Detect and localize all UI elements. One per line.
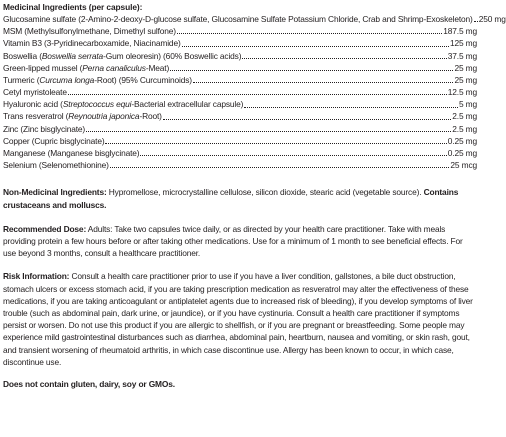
non-medicinal-text: Hypromellose, microcrystalline cellulose, silicon dioxide, stearic acid (vegetable source). <box>106 187 424 198</box>
risk-text: Consult a health care practitioner prior to use if you have a liver condition, gallstones, a bile duct obstruction, stomach ulcers or excess stomach acid, if you are taking prescription medication as resveratrol may alter the effectiveness of these medications, if you are taking anticoagulant or antiplatelet agents due to increased risk of bleeding), if you develop symptoms of liver trouble (such as abdominal pain, dark urine, or jaundice), or if you have cystinuria. Consult a health care practitioner if symptoms persist or worsen. Do not use this product if you are allergic to shellfish, or if you are pregnant or breastfeeding. Some people may experience mild gastrointestinal disturbances such as diarrhea, abdominal pain, heartburn, nausea and vomiting, or skin rash, gout, and transient worsening of rheumatoid arthritis, in which case discontinue use. Allergy has been known to occur, in which case, discontinue use. <box>3 271 473 367</box>
ingredient-name: Vitamin B3 (3-Pyridinecarboxamide, Niacinamide) <box>3 38 181 49</box>
recommended-dose <box>3 223 477 260</box>
ingredient-amount: 125 mg <box>449 38 477 49</box>
leader-dots <box>193 82 454 83</box>
ingredient-row <box>3 25 477 37</box>
ingredient-row <box>3 74 477 86</box>
ingredient-amount: 250 mg <box>478 13 506 24</box>
ingredient-name: MSM (Methylsulfonylmethane, Dimethyl sulfone) <box>3 26 176 37</box>
leader-dots <box>140 155 446 156</box>
ingredient-amount: 25 mg <box>454 74 477 85</box>
medicinal-ingredients-heading: Medicinal Ingredients (per capsule): <box>3 2 143 12</box>
ingredient-amount: 0.25 mg <box>447 148 477 159</box>
leader-dots <box>244 107 458 108</box>
ingredient-row <box>3 159 477 171</box>
free-from-statement: Does not contain gluten, dairy, soy or GMOs. <box>3 379 175 390</box>
leader-dots <box>86 131 451 132</box>
ingredient-name: Glucosamine sulfate (2-Amino-2-deoxy-D-glucose sulfate, Glucosamine Sulfate Potassium Chloride, Crab and Shrimp-Exoskeleton) <box>3 13 473 24</box>
allergen-statement: Contains crustaceans and molluscs. <box>3 187 459 210</box>
ingredient-row <box>3 86 477 98</box>
ingredient-name: Zinc (Zinc bisglycinate) <box>3 123 86 134</box>
ingredient-name: Cetyl myristoleate <box>3 87 67 98</box>
supplement-label <box>0 1 506 437</box>
leader-dots <box>105 143 446 144</box>
leader-dots <box>170 70 453 71</box>
ingredient-name: Manganese (Manganese bisglycinate) <box>3 148 140 159</box>
ingredient-row <box>3 123 477 135</box>
ingredient-amount: 12.5 mg <box>447 87 477 98</box>
ingredient-amount: 2.5 mg <box>452 111 477 122</box>
leader-dots <box>110 167 450 168</box>
ingredient-name: Selenium (Selenomethionine) <box>3 160 109 171</box>
ingredient-name: Turmeric (Curcuma longa-Root) (95% Curcuminoids) <box>3 74 192 85</box>
ingredient-list <box>3 13 506 171</box>
ingredient-row <box>3 147 477 159</box>
ingredient-row <box>3 13 506 25</box>
ingredient-row <box>3 50 477 62</box>
leader-dots <box>68 94 447 95</box>
ingredient-row <box>3 37 477 49</box>
ingredient-name: Trans resveratrol (Reynoutria japonica-Root) <box>3 111 162 122</box>
ingredient-amount: 25 mg <box>454 62 477 73</box>
ingredient-name: Boswellia (Boswellia serrata-Gum oleoresin) (60% Boswellic acids) <box>3 50 242 61</box>
leader-dots <box>474 21 478 22</box>
non-medicinal-ingredients <box>3 186 477 210</box>
ingredient-name: Green-lipped mussel (Perna canaliculus-Meat) <box>3 62 170 73</box>
leader-dots <box>182 46 449 47</box>
ingredient-amount: 187.5 mg <box>443 26 477 37</box>
ingredient-amount: 37.5 mg <box>447 50 477 61</box>
ingredient-amount: 25 mcg <box>450 160 477 171</box>
risk-information <box>3 270 477 368</box>
dose-text: Adults: Take two capsules twice daily, or as directed by your health care practitioner. Take with meals providing protein a few hours before or after taking other medications. Use for a minimum of 1 month to see beneficial effects. For use beyond 3 months, consult a healthcare practitioner. <box>3 223 463 259</box>
dose-label: Recommended Dose: <box>3 223 87 234</box>
ingredient-row <box>3 135 477 147</box>
ingredient-name: Copper (Cupric bisglycinate) <box>3 135 105 146</box>
ingredient-amount: 5 mg <box>458 99 477 110</box>
leader-dots <box>242 58 446 59</box>
ingredient-row <box>3 111 477 123</box>
non-medicinal-label: Non-Medicinal Ingredients: <box>3 187 107 198</box>
ingredient-amount: 2.5 mg <box>452 123 477 134</box>
leader-dots <box>163 119 451 120</box>
ingredient-row <box>3 62 477 74</box>
leader-dots <box>177 33 442 34</box>
ingredient-row <box>3 98 477 110</box>
ingredient-name: Hyaluronic acid (Streptococcus equi-Bacterial extracellular capsule) <box>3 99 244 110</box>
ingredient-amount: 0.25 mg <box>447 135 477 146</box>
risk-label: Risk Information: <box>3 271 70 282</box>
